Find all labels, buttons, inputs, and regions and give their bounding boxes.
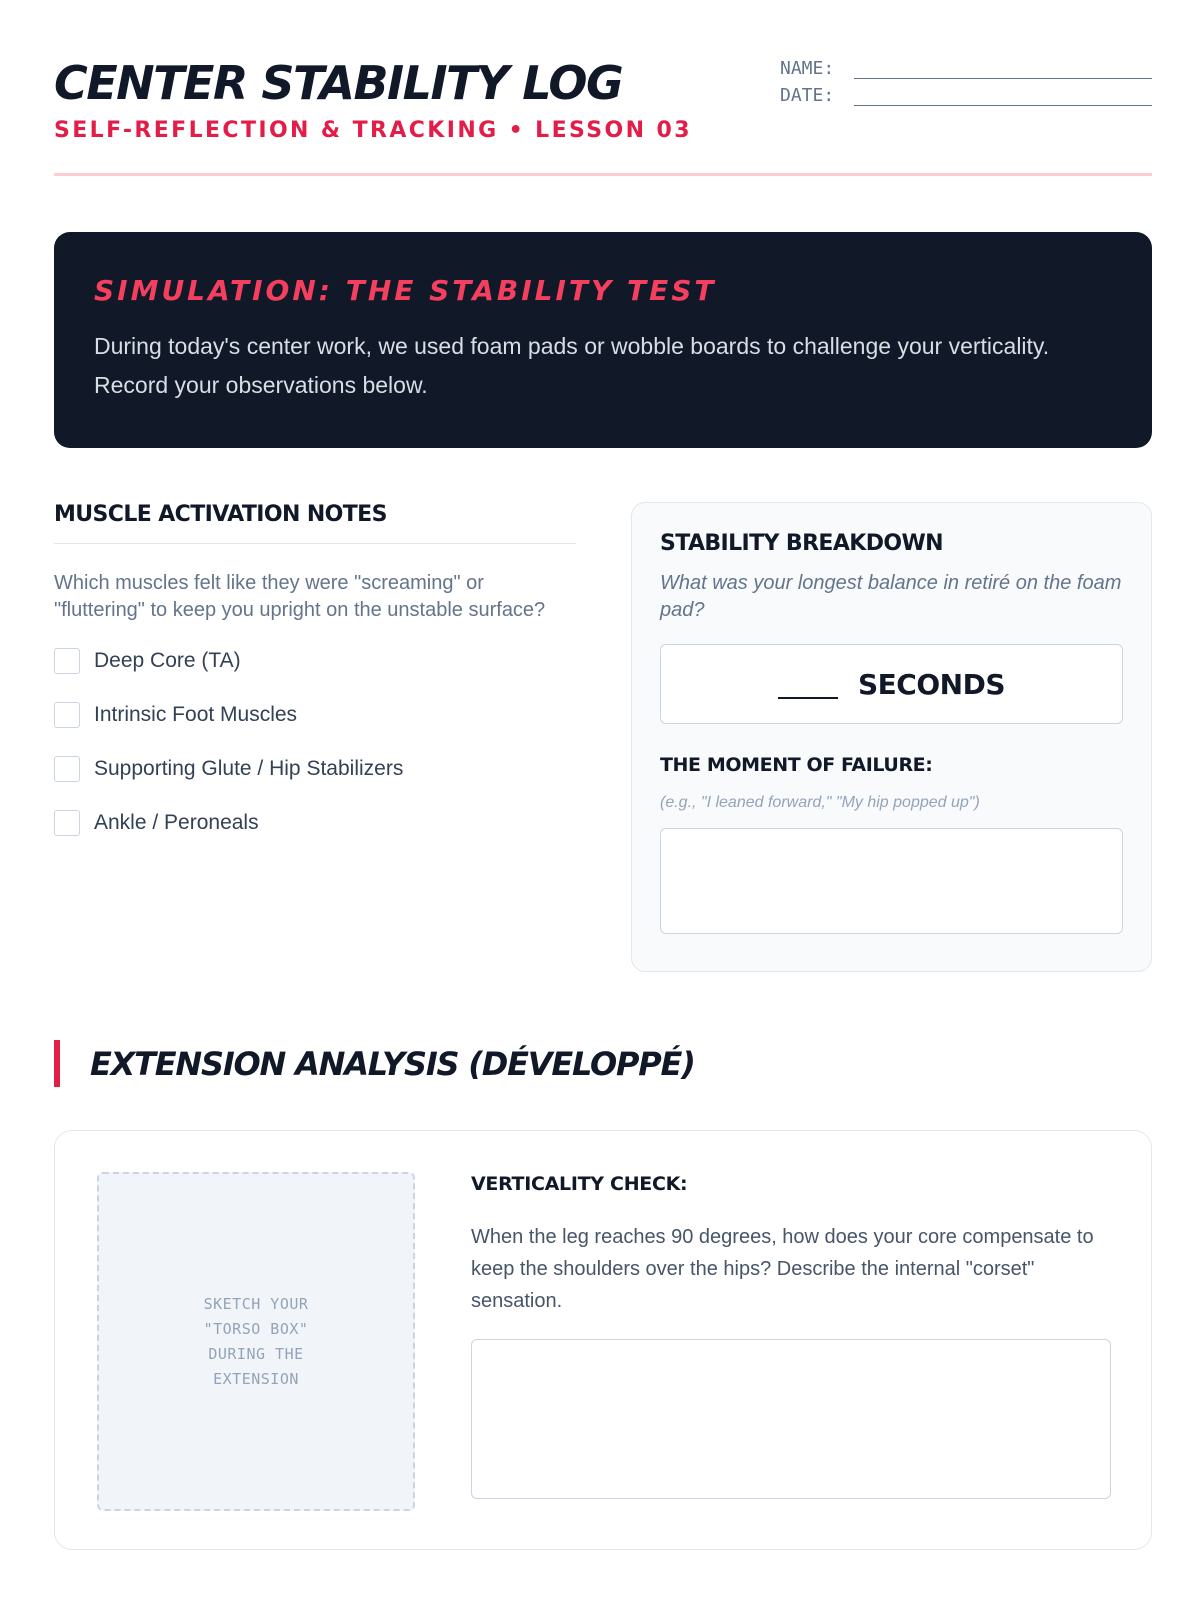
stability-question: What was your longest balance in retiré on the foam pad? [660,572,1122,621]
extension-card [54,1130,1152,1550]
verticality-check [471,1173,1111,1499]
checklist-label: Ankle / Peroneals [94,811,259,834]
seconds-input-box[interactable] [660,644,1123,724]
verticality-answer-box[interactable] [471,1339,1111,1499]
date-row [780,79,1152,106]
banner-text: During today's center work, we used foam pads or wobble boards to challenge your verticality. Record your observations below. [94,333,1050,398]
checklist-label: Supporting Glute / Hip Stabilizers [94,757,404,780]
seconds-blank[interactable] [778,669,838,699]
name-label: NAME: [780,58,835,79]
student-info [780,52,1152,106]
page-title: CENTER STABILITY LOG [54,56,623,110]
muscle-question: Which muscles felt like they were "screaming" or "fluttering" to keep you upright on the unstable surface? [54,572,546,621]
extension-heading: EXTENSION ANALYSIS (DÉVELOPPÉ) [90,1044,695,1083]
failure-hint: (e.g., "I leaned forward," "My hip popped up") [660,794,980,811]
checklist-item[interactable] [54,688,576,742]
header [54,52,1152,176]
simulation-banner [54,232,1152,448]
banner-title: SIMULATION: THE STABILITY TEST [94,274,717,307]
checklist-item[interactable] [54,634,576,688]
name-field[interactable] [854,59,1152,79]
muscle-activation-section [54,502,576,850]
date-field[interactable] [854,86,1152,106]
failure-answer-box[interactable] [660,828,1123,934]
name-row [780,52,1152,79]
checklist-label: Deep Core (TA) [94,649,241,672]
verticality-heading: VERTICALITY CHECK: [471,1173,688,1195]
checkbox[interactable] [54,810,80,836]
extension-heading-bar [54,1040,954,1087]
muscle-heading: MUSCLE ACTIVATION NOTES [54,502,576,544]
worksheet-page [54,0,1152,1600]
checkbox[interactable] [54,756,80,782]
sketch-prompt: SKETCH YOUR "TORSO BOX" DURING THE EXTENSION [203,1294,309,1388]
sketch-area[interactable] [97,1172,415,1511]
date-label: DATE: [780,85,835,106]
page-subtitle: SELF-REFLECTION & TRACKING • LESSON 03 [54,118,692,143]
checklist-label: Intrinsic Foot Muscles [94,703,298,726]
checklist-item[interactable] [54,742,576,796]
failure-heading: THE MOMENT OF FAILURE: [660,754,933,776]
checkbox[interactable] [54,648,80,674]
checklist-item[interactable] [54,796,576,850]
verticality-question: When the leg reaches 90 degrees, how does your core compensate to keep the shoulders over the hips? Describe the internal "corset" sensation. [471,1226,1094,1312]
muscle-checklist [54,634,576,850]
seconds-label: SECONDS [858,667,1005,701]
checkbox[interactable] [54,702,80,728]
stability-breakdown-card [631,502,1152,972]
stability-heading: STABILITY BREAKDOWN [660,531,943,556]
